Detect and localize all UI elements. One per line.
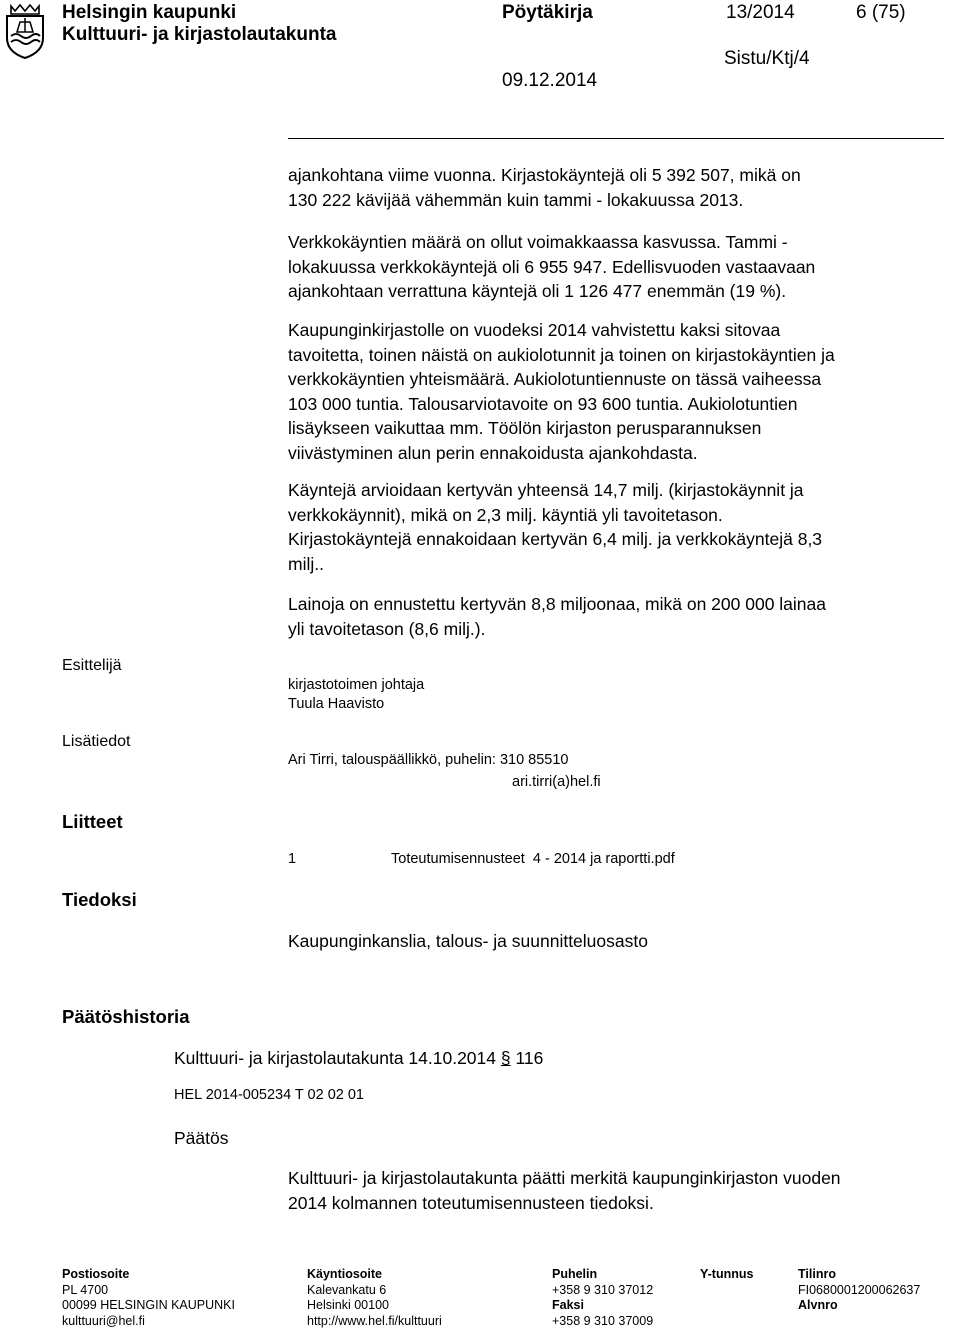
text-line: lokakuussa verkkokäyntejä oli 6 955 947. Edellisvuoden vastaavaan [288,256,816,277]
footer-business-id [700,1267,753,1283]
text-line: milj.. [288,553,324,574]
section-symbol: § [500,1048,511,1068]
diary-number: HEL 2014-005234 T 02 02 01 [174,1087,365,1103]
paragraph-1 [288,163,938,212]
text-line: Kirjastokäyntejä ennakoidaan kertyvän 6,4 milj. ja verkkokäyntejä 8,3 [288,529,823,550]
fax-number: +358 9 310 37009 [552,1313,654,1328]
postal-address-label: Postiosoite [62,1267,130,1281]
meeting-date: 09.12.2014 [502,70,598,91]
text-line: viivästyminen alun perin ennakoidusta ajankohdasta. [288,442,698,463]
contact-email[interactable]: ari.tirri(a)hel.fi [512,774,601,790]
postal-line: 00099 HELSINGIN KAUPUNKI [62,1298,235,1313]
attachment-link[interactable]: Toteutumisennusteet 4 - 2014 ja raportti.pdf [391,851,675,867]
text-line: yli tavoitetason (8,6 milj.). [288,618,486,639]
decision-history-title: Päätöshistoria [62,1006,190,1027]
decision-label: Päätös [174,1128,229,1148]
text-line: Käyntejä arvioidaan kertyvän yhteensä 14,7 milj. (kirjastokäynnit ja [288,480,804,500]
vat-label: Alvnro [798,1298,838,1313]
footer-phone [552,1267,653,1329]
attachments-label: Liitteet [62,811,123,832]
more-info-label: Lisätiedot [62,733,131,750]
paragraph-3 [288,318,938,466]
text-line: Lainoja on ennustettu kertyvän 8,8 miljoonaa, mikä on 200 000 lainaa [288,594,827,614]
reference-code: Sistu/Ktj/4 [724,48,810,69]
for-information-label: Tiedoksi [62,889,137,910]
website-link[interactable]: http://www.hel.fi/kulttuuri [307,1313,442,1328]
account-label: Tilinro [798,1267,836,1281]
header-divider [288,138,944,139]
text-line: verkkokäynnit), mikä on 2,3 milj. käyntiä yli tavoitetason. [288,504,723,525]
for-information-value: Kaupunginkanslia, talous- ja suunnitteluosasto [288,931,648,951]
board-name: Kulttuuri- ja kirjastolautakunta [62,24,337,45]
account-number: FI0680001200062637 [798,1282,921,1297]
visiting-address-label: Käyntiosoite [307,1267,383,1281]
presenter-name: Tuula Haavisto [288,696,385,712]
paragraph-2 [288,230,938,304]
text-line: Kulttuuri- ja kirjastolautakunta päätti merkitä kaupunginkirjaston vuoden [288,1168,841,1188]
paragraph-4 [288,478,938,576]
visiting-line: Kalevankatu 6 [307,1282,387,1297]
postal-line: PL 4700 [62,1282,109,1297]
text-line: 2014 kolmannen toteutumisennusteen tiedoksi. [288,1192,654,1213]
meeting-number: 13/2014 [726,2,795,23]
org-name: Helsingin kaupunki [62,2,237,23]
footer-postal [62,1267,235,1329]
history-meeting [174,1046,543,1071]
contact-person: Ari Tirri, talouspäällikkö, puhelin: 310 85510 [288,752,569,768]
helsinki-coat-of-arms-logo [2,2,48,60]
paragraph-5 [288,592,938,641]
footer-account [798,1267,920,1314]
attachment-number: 1 [288,851,297,867]
text-line: Verkkokäyntien määrä on ollut voimakkaassa kasvussa. Tammi - [288,232,788,252]
decision-text [288,1166,938,1215]
doc-type: Pöytäkirja [502,2,593,23]
fax-label: Faksi [552,1298,584,1313]
page-number: 6 (75) [856,2,906,23]
text-line: tavoitetta, toinen näistä on aukiolotunnit ja toinen on kirjastokäyntien ja [288,344,835,365]
text-line: verkkokäyntien yhteismäärä. Aukiolotuntiennuste on tässä vaiheessa [288,369,822,390]
text-line: lisäykseen vaikuttaa mm. Töölön kirjaston perusparannuksen [288,418,762,439]
business-id-label: Y-tunnus [700,1267,754,1281]
visiting-line: Helsinki 00100 [307,1298,389,1313]
history-meeting-name: Kulttuuri- ja kirjastolautakunta 14.10.2014 [174,1048,497,1068]
presenter-title: kirjastotoimen johtaja [288,677,425,693]
text-line: ajankohtaan verrattuna käyntejä oli 1 126 477 enemmän (19 %). [288,281,787,302]
text-line: Kaupunginkirjastolle on vuodeksi 2014 vahvistettu kaksi sitovaa [288,320,781,340]
phone-label: Puhelin [552,1267,598,1281]
footer-visiting [307,1267,442,1329]
history-section-number: 116 [515,1048,544,1068]
text-line: 130 222 kävijää vähemmän kuin tammi - lokakuussa 2013. [288,189,744,210]
phone-number: +358 9 310 37012 [552,1282,654,1297]
presenter-label: Esittelijä [62,657,122,674]
text-line: ajankohtana viime vuonna. Kirjastokäyntejä oli 5 392 507, mikä on [288,165,801,185]
postal-email[interactable]: kulttuuri@hel.fi [62,1313,145,1328]
text-line: 103 000 tuntia. Talousarviotavoite on 93 600 tuntia. Aukiolotuntien [288,393,798,414]
